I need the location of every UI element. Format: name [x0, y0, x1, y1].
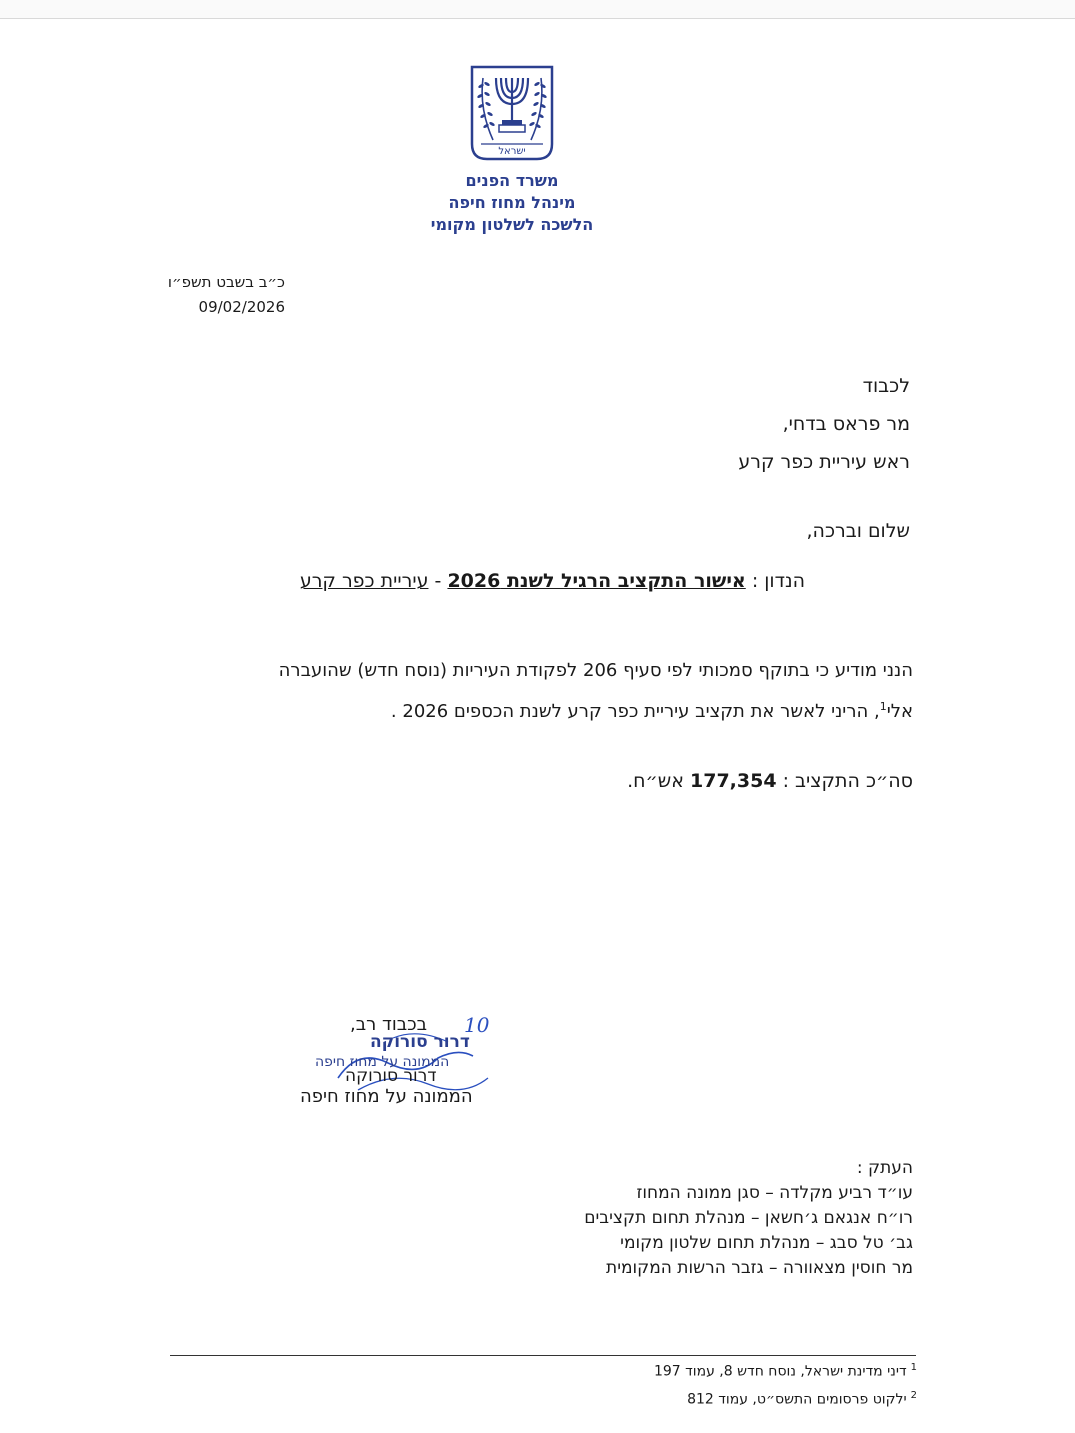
footnote-ref: 1	[879, 700, 887, 713]
copies-title: העתק :	[856, 1158, 913, 1178]
footnote-number: 1	[910, 1362, 917, 1373]
state-emblem-logo	[469, 64, 555, 162]
letter-dates	[140, 270, 285, 320]
hebrew-date: כ״ב בשבט תשפ״ו	[167, 273, 285, 291]
signer-name: דרור סורוקה	[345, 1066, 437, 1086]
bureau-name: הלשכה לשלטון מקומי	[430, 215, 594, 234]
signer-role: הממונה על מחוז חיפה	[300, 1086, 473, 1107]
copy-item: רו״ח אנגאם ג׳חשאן – מנהלת תחום תקציבים	[584, 1208, 913, 1228]
subject-line	[300, 570, 805, 592]
subject-text: אישור התקציב הרגיל לשנת 2026	[447, 570, 746, 592]
recipient-honor: לכבוד	[862, 375, 910, 397]
emblem-lettering: ישראל	[498, 146, 526, 157]
office-header	[362, 170, 662, 236]
body-line-2-end: , הריני לאשר את תקציב עיריית כפר קרע לשנת הכספים 2026 .	[390, 701, 880, 722]
copies-list	[584, 1156, 913, 1281]
footnote-item	[654, 1356, 917, 1384]
recipient-title: ראש עיריית כפר קרע	[738, 451, 910, 473]
greeting: שלום וברכה,	[806, 520, 910, 542]
ministry-name: משרד הפנים	[465, 171, 559, 190]
budget-total	[627, 770, 913, 792]
stamp-role: הממונה על מחוז חיפה	[315, 1054, 450, 1070]
stamp-name: דרור סורוקה	[370, 1032, 470, 1052]
subject-dash: -	[434, 570, 442, 592]
recipient-name: מר פראס בדחי,	[782, 413, 910, 435]
subject-municipality: עיריית כפר קרע	[299, 570, 429, 592]
total-label: סה״כ התקציב :	[782, 770, 913, 792]
top-edge-strip	[0, 0, 1075, 19]
footnote-item	[654, 1384, 917, 1412]
body-line-2-start: אלי	[886, 701, 913, 722]
total-amount: 177,354	[690, 770, 777, 792]
total-unit: אש״ח.	[627, 770, 684, 792]
body-line-1: הנני מודיע כי בתוקף סמכותי לפי סעיף 206 לפקודת העיריות (נוסח חדש) שהועברה	[278, 660, 913, 681]
footnotes	[654, 1356, 917, 1411]
body-line-2	[391, 700, 913, 722]
copy-item: גב׳ טל סבג – מנהלת תחום שלטון מקומי	[620, 1233, 913, 1253]
copy-item: מר חוסין מצאוורה – גזבר הרשות המקומית	[606, 1258, 913, 1278]
footnote-text: ילקוט פרסומים התשס״ט, עמוד 812	[687, 1391, 907, 1408]
footnote-text: דיני מדינת ישראל, נוסח חדש 8, עמוד 197	[653, 1363, 907, 1380]
copy-item: עו״ד רביע מקלדה – סגן ממונה המחוז	[636, 1183, 913, 1203]
signature-initials: 10	[464, 1013, 490, 1037]
subject-prefix: הנדון :	[751, 570, 805, 592]
gregorian-date: 09/02/2026	[198, 298, 285, 316]
district-name: מינהל מחוז חיפה	[448, 193, 576, 212]
closing: בכבוד רב,	[350, 1014, 428, 1035]
footnote-number: 2	[910, 1389, 917, 1401]
